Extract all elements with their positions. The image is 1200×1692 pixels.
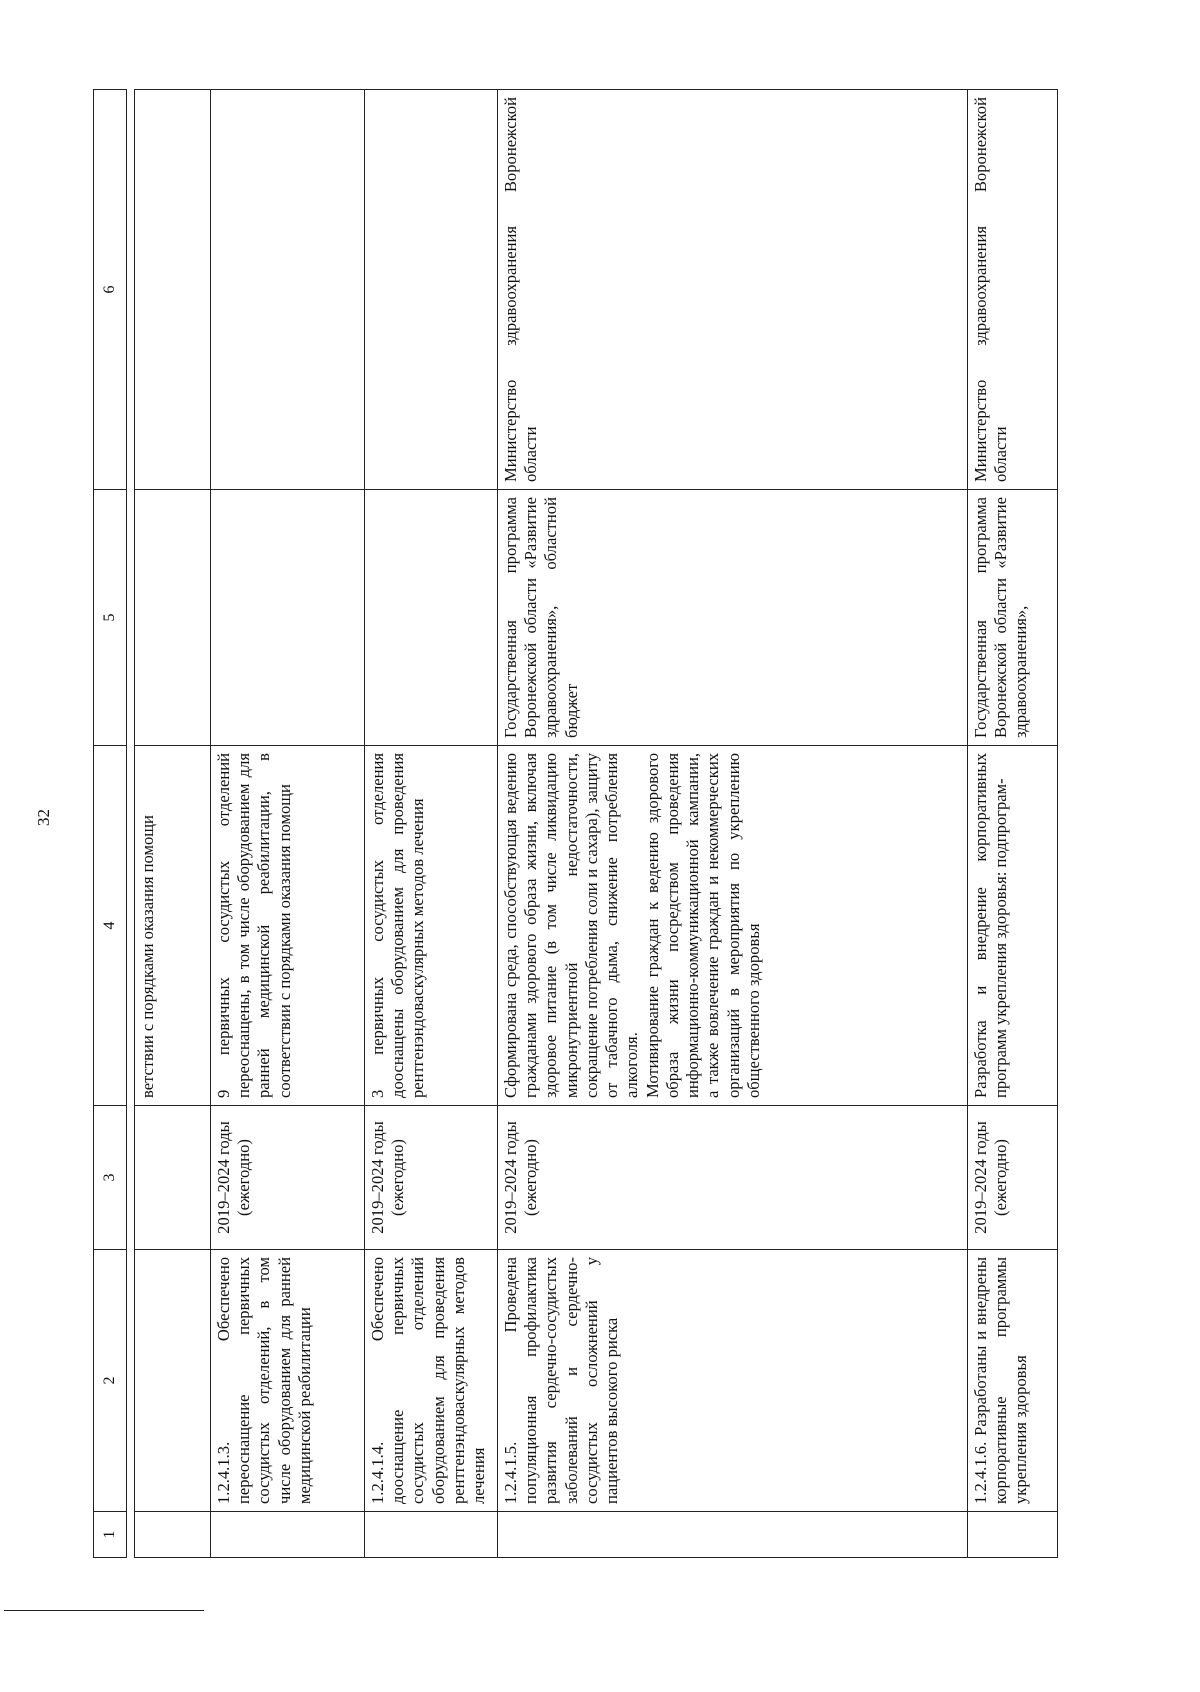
footer-rule: [4, 1610, 204, 1611]
row3-col3: 2019–2024 годы (ежегодно): [365, 1106, 498, 1250]
header-col-6: 6: [94, 90, 127, 490]
row2-col2: 1.2.4.1.3. Обеспечено переоснащение первичных сосудистых отделений, в том числе оборудованием для ранней медицинской реабилитации: [211, 1250, 365, 1512]
row3-col4: 3 первичных сосудистых отделения дооснащены оборудованием для проведения рентгенэндоваскулярных методов лечения: [365, 746, 498, 1106]
row2-col4: 9 первичных сосудистых отделений переоснащены, в том числе оборудованием для ранней медицинской реабилитации, в соответствии с порядками оказания помощи: [211, 746, 365, 1106]
header-col-3: 3: [94, 1106, 127, 1250]
row4-col3: 2019–2024 годы (ежегодно): [498, 1106, 968, 1250]
table-row: [968, 90, 1058, 1558]
table-header-row: [94, 90, 127, 1558]
row3-col1: [365, 1512, 498, 1558]
header-col-1: 1: [94, 1512, 127, 1558]
table-row: [365, 90, 498, 1558]
row5-col5: Государственная программа Воронежской области «Развитие здравоохранения»,: [968, 490, 1058, 746]
table-row: [135, 90, 211, 1558]
row4-col1: [498, 1512, 968, 1558]
row3-col6: [365, 90, 498, 490]
plan-table: [93, 89, 1058, 1558]
row4-col5: Государственная программа Воронежской области «Развитие здравоохранения», областной бюджет: [498, 490, 968, 746]
page-number: 32: [34, 809, 53, 826]
header-col-5: 5: [94, 490, 127, 746]
table-row: [498, 90, 968, 1558]
row5-col3: 2019–2024 годы (ежегодно): [968, 1106, 1058, 1250]
row2-col5: [211, 490, 365, 746]
row2-col1: [211, 1512, 365, 1558]
row3-col2: 1.2.4.1.4. Обеспечено дооснащение первичных сосудистых отделений оборудованием для проведения рентгенэндоваскулярных методов лечения: [365, 1250, 498, 1512]
row5-col4: Разработка и внедрение корпоративных программ укрепления здоровья: подпрограм-: [968, 746, 1058, 1106]
row2-col6: [211, 90, 365, 490]
header-col-2: 2: [94, 1250, 127, 1512]
header-col-4: 4: [94, 746, 127, 1106]
row5-col2: 1.2.4.1.6. Разработаны и внедрены корпоративные программы укрепления здоровья: [968, 1250, 1058, 1512]
row1-col2: [135, 1250, 211, 1512]
row1-col1: [135, 1512, 211, 1558]
header-gap: [127, 90, 135, 1558]
row5-col6: Министерство здравоохранения Воронежской области: [968, 90, 1058, 490]
row2-col3: 2019–2024 годы (ежегодно): [211, 1106, 365, 1250]
row1-col6: [135, 90, 211, 490]
row1-col5: [135, 490, 211, 746]
row1-col4: ветствии с порядками оказания помощи: [135, 746, 211, 1106]
rotated-table-container: [93, 90, 1095, 1558]
table-row: [211, 90, 365, 1558]
row4-col6: Министерство здравоохранения Воронежской области: [498, 90, 968, 490]
row4-col2: 1.2.4.1.5. Проведена популяционная профилактика развития сердечно-сосудистых заболеваний и сердечно-сосудистых осложнений у пациентов высокого риска: [498, 1250, 968, 1512]
row4-col4: Сформирована среда, способствующая ведению гражданами здорового образа жизни, включая здоровое питание (в том числе ликвидацию микронутриентной недостаточности, сокращение потребления соли и сахара), защиту от табачного дыма, снижение потребления алкоголя. Мотивирование граждан к ведению здорового образа жизни посредством проведения информационно-коммуникационной кампании, а также вовлечение граждан и некоммерческих организаций в мероприятия по укреплению общественного здоровья: [498, 746, 968, 1106]
row1-col3: [135, 1106, 211, 1250]
row3-col5: [365, 490, 498, 746]
row5-col1: [968, 1512, 1058, 1558]
